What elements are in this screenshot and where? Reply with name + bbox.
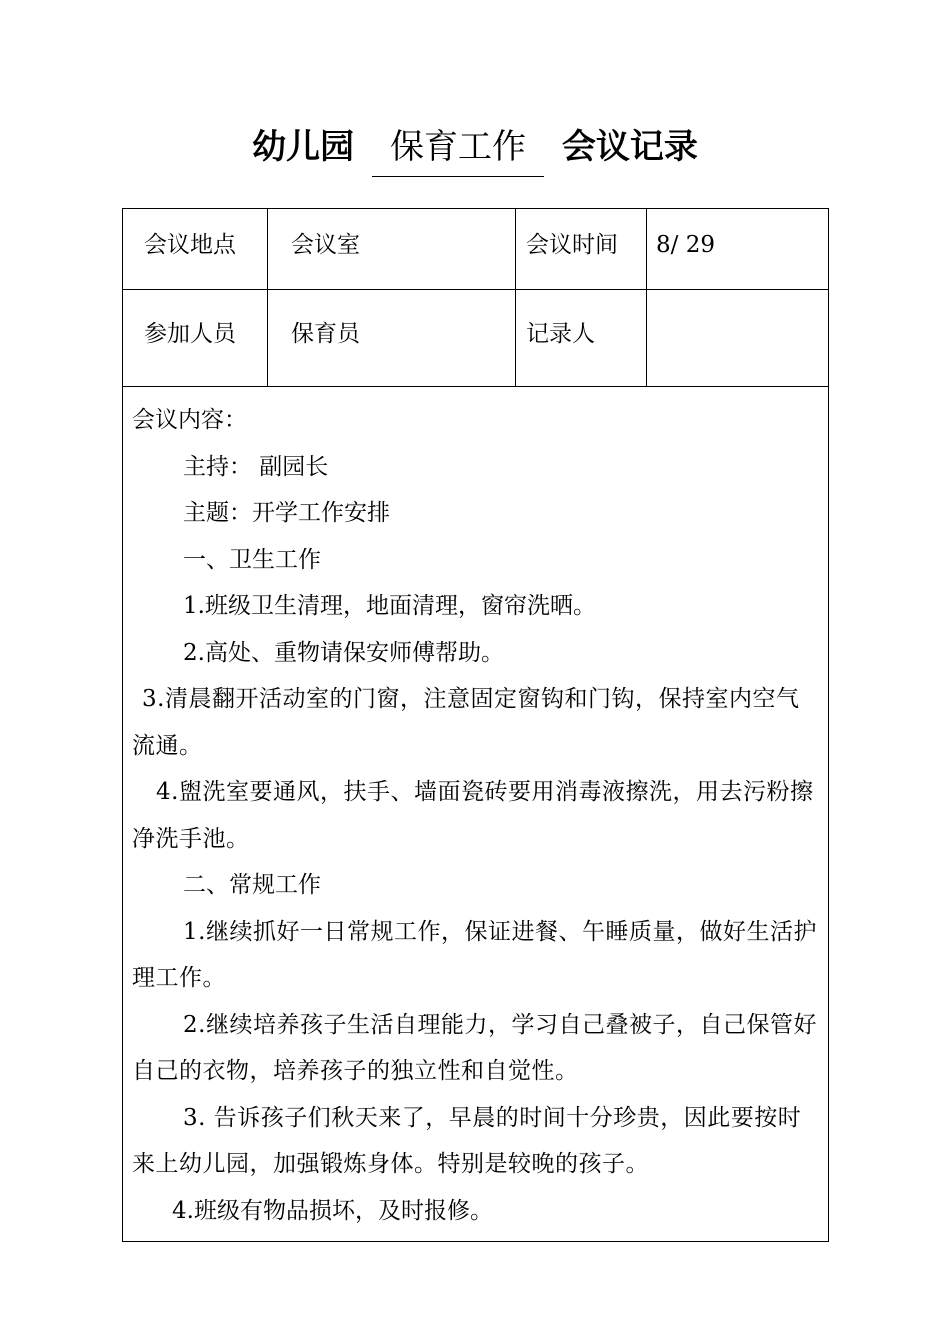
routine-item-4: 4.班级有物品损坏，及时报修。 <box>172 1197 493 1224</box>
document-title <box>0 122 950 177</box>
location-label: 会议地点 <box>144 232 236 258</box>
title-kindergarten: 幼儿园 <box>252 127 355 167</box>
routine-item-1: 1.继续抓好一日常规工作，保证进餐、午睡质量，做好生活护理工作。 <box>132 918 817 991</box>
col-divider-1 <box>267 209 268 387</box>
row-divider-2 <box>123 386 828 387</box>
meeting-host: 主持： 副园长 <box>183 453 329 480</box>
attendees-label: 参加人员 <box>144 321 236 347</box>
col-divider-2 <box>515 209 516 387</box>
meeting-topic: 主题：开学工作安排 <box>183 500 390 526</box>
recorder-label: 记录人 <box>526 321 595 347</box>
attendees-value: 保育员 <box>291 321 360 347</box>
meeting-content <box>132 397 820 1234</box>
row-divider-1 <box>123 289 828 290</box>
hygiene-item-1: 1.班级卫生清理，地面清理，窗帘洗晒。 <box>183 593 596 619</box>
routine-item-2: 2.继续培养孩子生活自理能力，学习自己叠被子，自己保管好自己的衣物，培养孩子的独立性和自觉性。 <box>132 1011 817 1084</box>
section-hygiene-title: 一、卫生工作 <box>183 546 321 573</box>
content-heading: 会议内容： <box>132 407 247 433</box>
time-value: 8/ 29 <box>656 232 715 258</box>
title-work-type: 保育工作 <box>372 126 544 177</box>
time-label: 会议时间 <box>526 232 618 258</box>
col-divider-3 <box>646 209 647 387</box>
section-routine-title: 二、常规工作 <box>183 872 321 898</box>
hygiene-item-2: 2.高处、重物请保安师傅帮助。 <box>183 639 504 666</box>
routine-item-3: 3. 告诉孩子们秋天来了，早晨的时间十分珍贵，因此要按时来上幼儿园，加强锻炼身体。特别是较晚的孩子。 <box>132 1104 802 1177</box>
location-value: 会议室 <box>291 232 360 258</box>
hygiene-item-4: 4.盥洗室要通风，扶手、墙面瓷砖要用消毒液擦洗，用去污粉擦净洗手池。 <box>132 779 814 852</box>
meeting-record-form <box>122 208 829 1242</box>
hygiene-item-3: 3.清晨翻开活动室的门窗，注意固定窗钩和门钩，保持室内空气流通。 <box>132 686 800 759</box>
title-meeting-record: 会议记录 <box>561 127 698 167</box>
